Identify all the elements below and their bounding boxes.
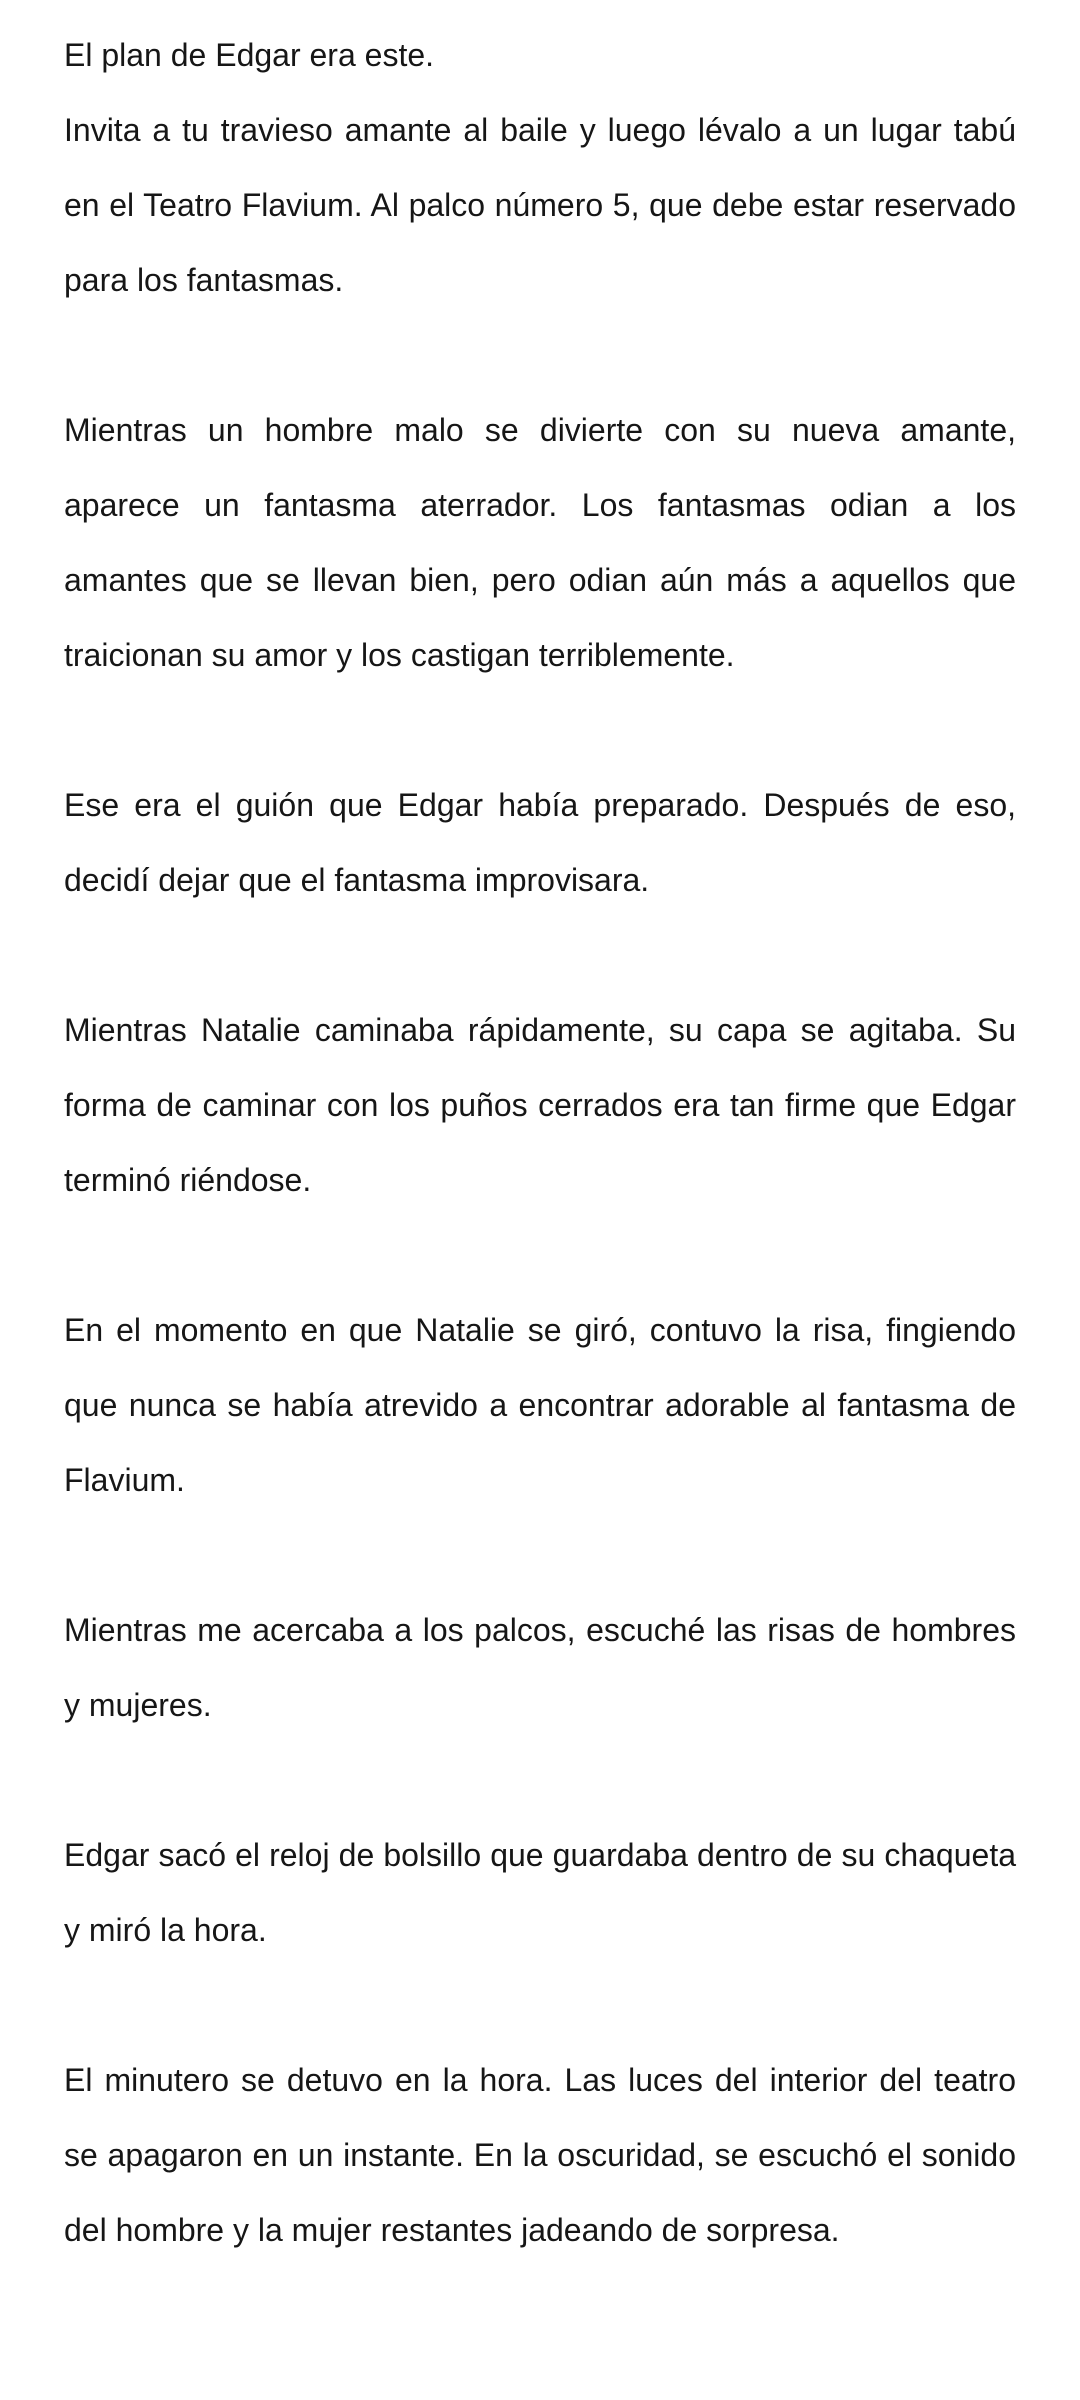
paragraph-2: Invita a tu travieso amante al baile y luego lévalo a un lugar tabú en el Teatro Flavium. Al palco número 5, que debe estar reservado para los fantasmas. [64,112,1016,298]
paragraph-6: En el momento en que Natalie se giró, contuvo la risa, fingiendo que nunca se había atrevido a encontrar adorable al fantasma de Flavium. [64,1312,1016,1498]
paragraph-4: Ese era el guión que Edgar había preparado. Después de eso, decidí dejar que el fantasma improvisara. [64,787,1016,898]
paragraph-3: Mientras un hombre malo se divierte con su nueva amante, aparece un fantasma aterrador. Los fantasmas odian a los amantes que se llevan bien, pero odian aún más a aquellos que traicionan su amor y los castigan terriblemente. [64,412,1016,673]
paragraph-1: El plan de Edgar era este. [64,37,435,73]
paragraph-8: Edgar sacó el reloj de bolsillo que guardaba dentro de su chaqueta y miró la hora. [64,1837,1016,1948]
paragraph-5: Mientras Natalie caminaba rápidamente, su capa se agitaba. Su forma de caminar con los puños cerrados era tan firme que Edgar terminó riéndose. [64,1012,1016,1198]
paragraph-9: El minutero se detuvo en la hora. Las luces del interior del teatro se apagaron en un instante. En la oscuridad, se escuchó el sonido del hombre y la mujer restantes jadeando de sorpresa. [64,2062,1016,2248]
paragraph-7: Mientras me acercaba a los palcos, escuché las risas de hombres y mujeres. [64,1612,1016,1723]
reading-pane [64,18,1016,2268]
